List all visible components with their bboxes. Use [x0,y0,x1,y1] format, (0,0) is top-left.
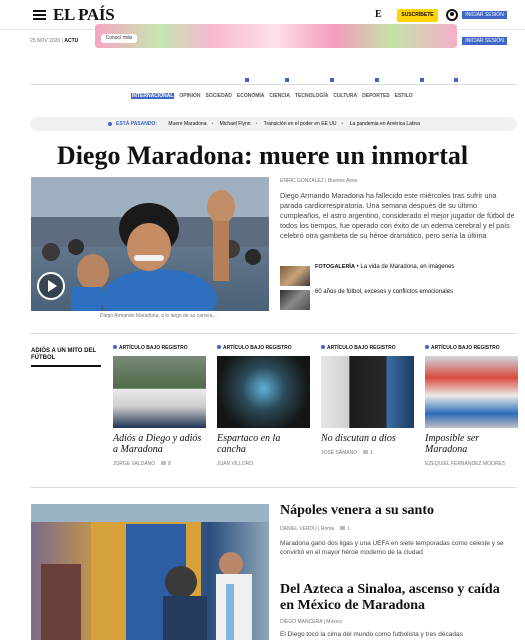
related-kicker: FOTOGALERÍA [315,264,355,270]
page-dot[interactable] [454,78,458,82]
site-logo[interactable]: EL PAÍS [53,5,115,24]
main-lead: Diego Armando Maradona ha fallecido este miércoles tras sufrir una parada cardiorrespiratoria. Una semana después de su último cumpleaños, el astro argentino, considerado el mejor jugador de fútbol de todos los tiempos, fue operado con éxito de un edema cerebral y el país celebró otra gambeta de su héroe dramático, pero sería la última [280,191,515,240]
nav-item-sociedad[interactable]: SOCIEDAD [205,93,232,99]
card-title[interactable]: Imposible ser Maradona [425,433,480,455]
card-kicker: ARTÍCULO BAJO REGISTRO [113,345,206,351]
story-headline[interactable]: Del Azteca a Sinaloa, ascenso y caída en México de Maradona [280,582,500,613]
card-author: JUAN VILLORO [217,461,254,467]
main-byline[interactable]: ENRIC GONZÁLEZ | Buenos Aires [280,178,358,184]
nav-item-ciencia[interactable]: CIENCIA [269,93,290,99]
play-video-icon[interactable] [37,272,65,300]
trending-item[interactable]: Transición en el poder en EE UU [263,121,337,127]
main-headline[interactable]: Diego Maradona: muere un inmortal [56,141,469,170]
story-summary: El Diego tocó la cima del mundo como futbolista y tres décadas [280,631,463,638]
hero-photo[interactable] [31,177,269,311]
card-photo[interactable] [113,356,206,428]
related-text: La vida de Maradona, en imágenes [360,264,455,270]
page-dot[interactable] [245,78,249,82]
page-dot[interactable] [420,78,424,82]
comment-icon [340,526,345,530]
card-photo[interactable] [321,356,414,428]
subscribe-button[interactable]: SUSCRÍBETE [397,9,438,22]
trending-item[interactable]: La pandemia en América Latina [349,121,420,127]
related-thumbnail[interactable] [280,290,310,310]
story-summary: Maradona ganó dos ligas y una UEFA en siete temporadas como celeste y se convirtió en el mayor héroe moderno de la ciudad [280,540,504,556]
card-kicker: ARTÍCULO BAJO REGISTRO [321,345,414,351]
advertisement-banner[interactable] [95,24,457,48]
card-photo[interactable] [217,356,310,428]
opinion-card[interactable] [217,345,310,467]
nav-item-opinion[interactable]: OPINIÓN [179,93,201,99]
related-thumbnail[interactable] [280,266,310,286]
comment-icon [161,461,166,465]
divider [30,487,517,488]
section-title: ADIÓS A UN MITO DEL FÚTBOL [31,348,101,367]
edition-label: ACTU [64,38,79,44]
opinion-card[interactable] [321,345,414,456]
page-dot[interactable] [285,78,289,82]
related-link[interactable]: FOTOGALERÍA • La vida de Maradona, en imágenes [315,264,455,270]
nav-item-economia[interactable]: ECONOMÍA [236,93,265,99]
trending-item[interactable]: Michael Flynn [219,121,251,127]
trending-item[interactable]: Muere Maradona [168,121,207,127]
comment-icon [363,450,368,454]
nav-item-tecnologia[interactable]: TECNOLOGÍA [294,93,329,99]
nav-item-cultura[interactable]: CULTURA [333,93,358,99]
card-title[interactable]: Adiós a Diego y adiós a Maradona [113,433,202,455]
card-photo[interactable] [425,356,518,428]
dateline: 25 NOV 2020 | ACTU [30,38,79,44]
page-dot[interactable] [375,78,379,82]
card-kicker: ARTÍCULO BAJO REGISTRO [425,345,518,351]
photo-caption: Diego Armando Maradona, a lo largo de su carrera... [100,313,217,319]
nav-item-estilo[interactable]: ESTILO [394,93,413,99]
live-dot-icon [108,122,112,126]
login-button-secondary[interactable]: INICIAR SESIÓN [462,37,507,45]
user-icon[interactable] [446,9,458,21]
divider [30,84,517,85]
page-dot[interactable] [330,78,334,82]
date: 25 NOV 2020 [30,38,61,44]
nav-item-internacional[interactable]: INTERNACIONAL [132,93,174,99]
opinion-card[interactable] [113,345,206,467]
card-author: EZEQUIEL FERNÁNDEZ MOORES [425,461,506,467]
login-button[interactable]: INICIAR SESIÓN [462,11,507,19]
opinion-card[interactable] [425,345,518,467]
story-headline[interactable]: Nápoles venera a su santo [280,503,435,518]
card-author: JORGE VALDANO 8 [113,461,171,467]
card-title[interactable]: No discutan a dios [321,433,396,444]
card-kicker: ARTÍCULO BAJO REGISTRO [217,345,310,351]
trending-label: ESTÁ PASANDO: [116,121,158,127]
menu-icon[interactable] [33,10,46,20]
story-byline: DIEGO MANCERA | México [280,619,343,625]
ad-pagination [240,78,460,82]
nav-item-deportes[interactable]: DEPORTES [362,93,390,99]
related-link[interactable]: 60 años de fútbol, excesos y conflictos emocionales [315,289,454,295]
section-nav [131,93,413,99]
card-title[interactable]: Espartaco en la cancha [217,433,281,455]
card-author: JOSÉ SÁMANO 1 [321,450,373,456]
divider [30,333,517,334]
trending-bar: ESTÁ PASANDO: Muere Maradona • Michael Flynn • Transición en el poder en EE UU • La pandemia en América Latina [30,117,517,131]
story-photo[interactable] [31,504,269,640]
edition-icon[interactable]: E [375,9,382,20]
story-byline: DANIEL VERDÚ | Roma 1 [280,526,350,532]
ad-cta-button[interactable]: Conocí más [101,34,137,43]
